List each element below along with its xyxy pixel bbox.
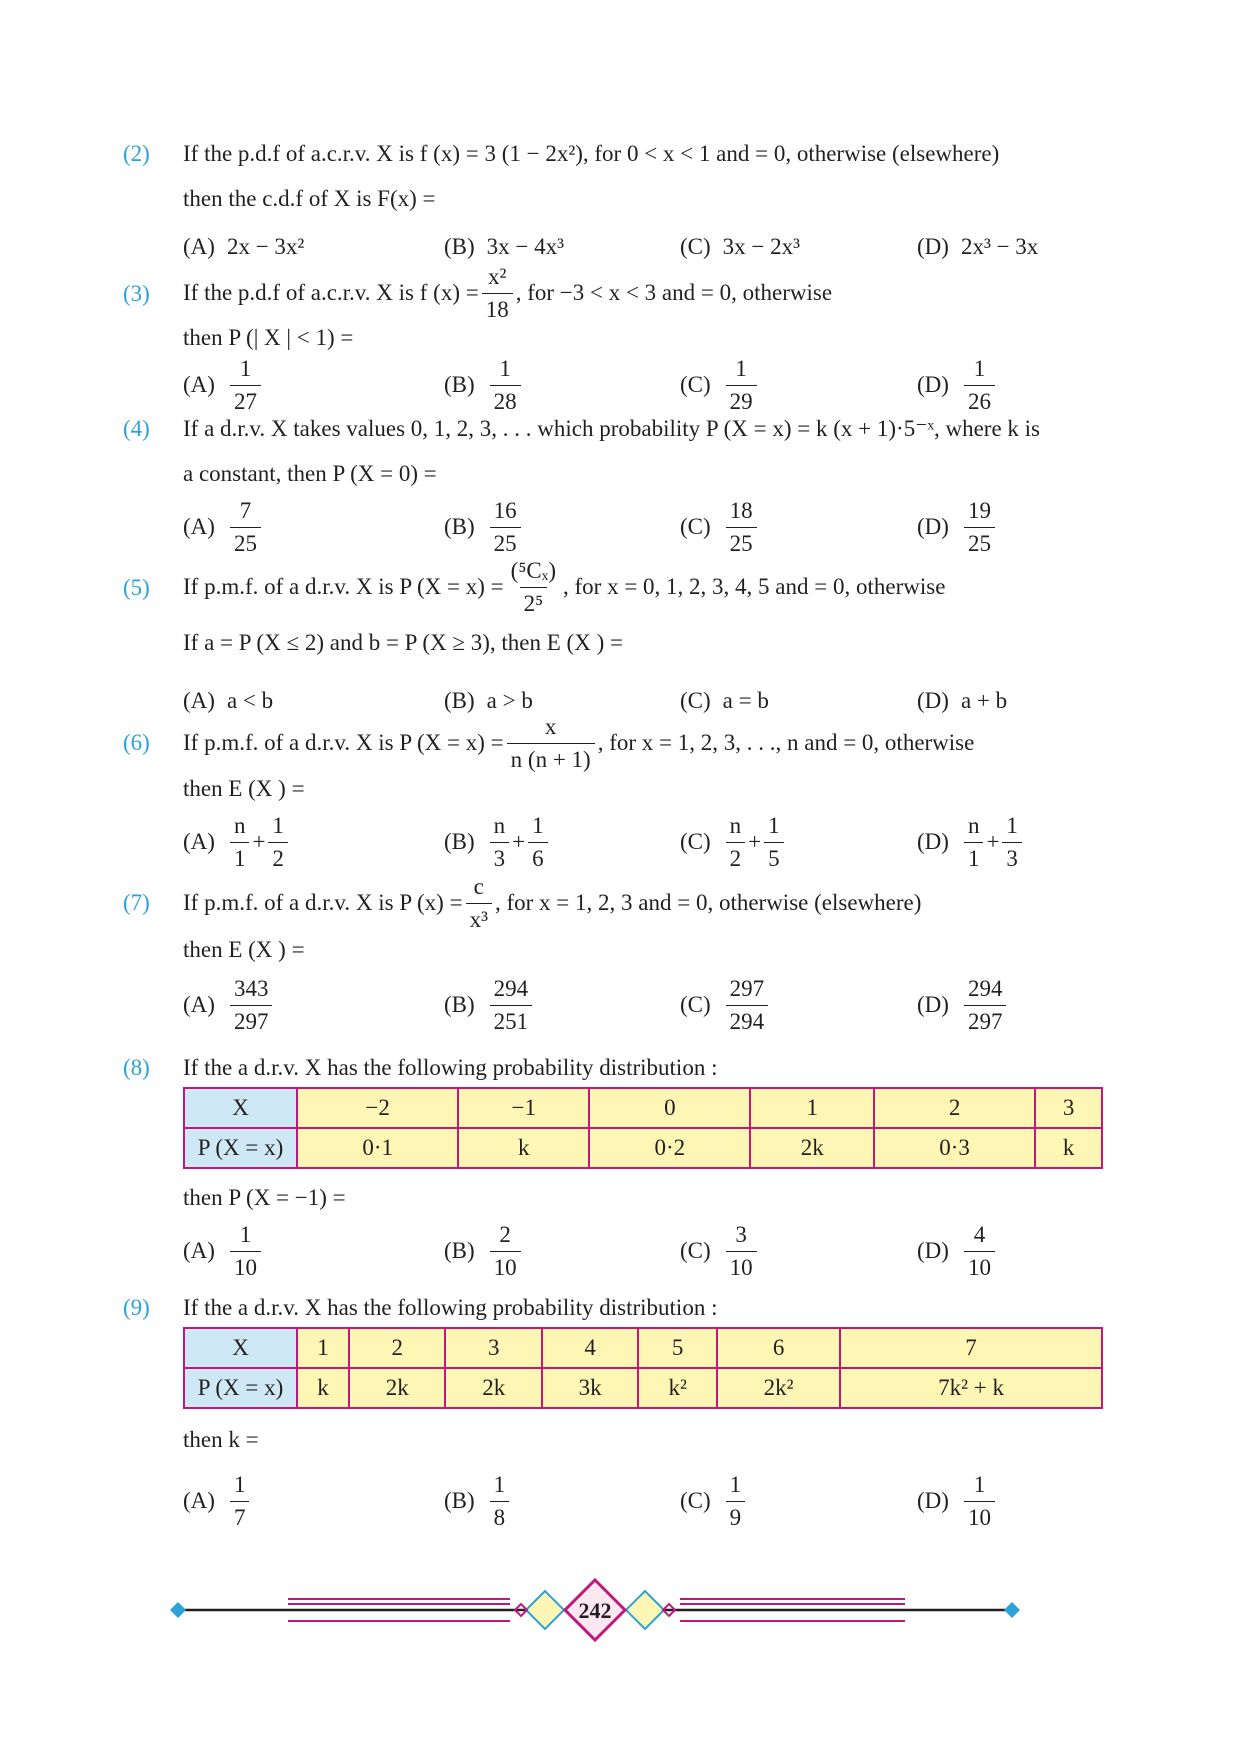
question-number: (7) (123, 890, 150, 915)
table-cell: k (458, 1128, 589, 1168)
table-cell: k² (638, 1368, 717, 1408)
option-b[interactable]: (B) a > b (444, 688, 533, 713)
table-row (184, 1128, 1102, 1168)
option-b[interactable]: (B) $\frac{16}{25}$ (444, 492, 524, 562)
question-text: a constant, then P (X = 0) = (183, 461, 437, 486)
option-d[interactable]: (D) $\frac{294}{297}$ (917, 970, 1009, 1040)
question-text: If the p.d.f of a.c.r.v. X is f (x) = $\frac{\text{x²}}{18}$ , for −3 < x < 3 and = 0, otherwise (183, 264, 833, 322)
table-cell: 0 (589, 1088, 750, 1128)
question-text: then P (X = −1) = (183, 1185, 346, 1210)
question-number: (8) (123, 1055, 150, 1080)
table-cell: 3k (542, 1368, 638, 1408)
question-text: If the a d.r.v. X has the following probability distribution : (183, 1295, 718, 1320)
option-a[interactable]: (A) 2x − 3x² (183, 234, 305, 259)
question-text: then the c.d.f of X is F(x) = (183, 186, 436, 211)
question-text: If a = P (X ≤ 2) and b = P (X ≥ 3), then E (X ) = (183, 630, 623, 655)
options-row (183, 1466, 1083, 1536)
table-row (184, 1328, 1102, 1368)
distribution-table (183, 1087, 1103, 1169)
option-a[interactable]: (A) $\frac{1}{7}$ (183, 1466, 252, 1536)
option-c[interactable]: (C) $\frac{1}{29}$ (680, 350, 760, 420)
fraction: $\frac{\text{(⁵Cₓ)}}{\text{2⁵}}$ (510, 558, 557, 616)
question-text: then P (| X | < 1) = (183, 325, 354, 350)
table-cell: 1 (750, 1088, 873, 1128)
option-a[interactable]: (A) $\frac{n}{1}$ + $\frac{1}{2}$ (183, 807, 291, 877)
option-a[interactable]: (A) $\frac{343}{297}$ (183, 970, 275, 1040)
question-text: If p.m.f. of a d.r.v. X is P (X = x) = $\frac{x}{n (n + 1)}$ , for x = 1, 2, 3, . . ., n and = 0, otherwise (183, 714, 975, 772)
table-cell: −1 (458, 1088, 589, 1128)
fraction: $\frac{x}{n (n + 1)}$ (507, 714, 595, 772)
option-d[interactable]: (D) $\frac{4}{10}$ (917, 1216, 998, 1286)
option-d[interactable]: (D) $\frac{1}{26}$ (917, 350, 998, 420)
option-c[interactable]: (C) $\frac{n}{2}$ + $\frac{1}{5}$ (680, 807, 787, 877)
table-cell: X (184, 1088, 297, 1128)
question-text: then E (X ) = (183, 776, 305, 801)
table-cell: 7 (840, 1328, 1102, 1368)
question-number: (6) (123, 730, 150, 755)
distribution-table (183, 1327, 1103, 1409)
question-text: If p.m.f. of a d.r.v. X is P (X = x) = $\frac{\text{(⁵Cₓ)}}{\text{2⁵}}$ , for x = 0, 1, 2, 3, 4, 5 and = 0, otherwise (183, 558, 946, 616)
options-row (183, 970, 1083, 1040)
table-cell: P (X = x) (184, 1128, 297, 1168)
diamond-icon (170, 1602, 186, 1618)
question-text: If the a d.r.v. X has the following probability distribution : (183, 1055, 718, 1080)
fraction: $\frac{\text{x²}}{18}$ (482, 264, 513, 322)
options-row (183, 807, 1083, 877)
option-a[interactable]: (A) a < b (183, 688, 274, 713)
diamond-icon (1004, 1602, 1020, 1618)
table-cell: 2k (349, 1368, 445, 1408)
option-c[interactable]: (C) $\frac{1}{9}$ (680, 1466, 748, 1536)
option-b[interactable]: (B) $\frac{294}{251}$ (444, 970, 535, 1040)
table-cell: −2 (297, 1088, 458, 1128)
option-d[interactable]: (D) 2x³ − 3x (917, 234, 1039, 259)
question-number: (9) (123, 1295, 150, 1320)
option-a[interactable]: (A) $\frac{1}{27}$ (183, 350, 264, 420)
table-cell: 1 (297, 1328, 349, 1368)
question-text: If the p.d.f of a.c.r.v. X is f (x) = 3 (1 − 2x²), for 0 < x < 1 and = 0, otherwise (elsewhere) (183, 141, 1000, 166)
table-cell: 0·1 (297, 1128, 458, 1168)
option-b[interactable]: (B) 3x − 4x³ (444, 234, 565, 259)
table-cell: 2k² (717, 1368, 840, 1408)
table-cell: 2 (349, 1328, 445, 1368)
question-number: (4) (123, 416, 150, 441)
table-cell: k (1035, 1128, 1102, 1168)
table-cell: 0·3 (874, 1128, 1035, 1168)
option-a[interactable]: (A) $\frac{1}{10}$ (183, 1216, 264, 1286)
option-b[interactable]: (B) $\frac{n}{3}$ + $\frac{1}{6}$ (444, 807, 551, 877)
question-text: then k = (183, 1427, 259, 1452)
option-b[interactable]: (B) $\frac{1}{8}$ (444, 1466, 512, 1536)
question-number: (2) (123, 141, 150, 166)
footer-ornament (170, 1575, 1020, 1645)
table-row (184, 1368, 1102, 1408)
option-c[interactable]: (C) 3x − 2x³ (680, 234, 801, 259)
option-b[interactable]: (B) $\frac{1}{28}$ (444, 350, 524, 420)
option-d[interactable]: (D) $\frac{19}{25}$ (917, 492, 998, 562)
table-cell: 7k² + k (840, 1368, 1102, 1408)
option-c[interactable]: (C) $\frac{18}{25}$ (680, 492, 760, 562)
table-cell: k (297, 1368, 349, 1408)
table-cell: 5 (638, 1328, 717, 1368)
option-d[interactable]: (D) a + b (917, 688, 1008, 713)
table-cell: 4 (542, 1328, 638, 1368)
page-footer (170, 1575, 1020, 1645)
table-cell: 2k (445, 1368, 541, 1408)
option-b[interactable]: (B) $\frac{2}{10}$ (444, 1216, 524, 1286)
option-c[interactable]: (C) $\frac{3}{10}$ (680, 1216, 760, 1286)
option-a[interactable]: (A) $\frac{7}{25}$ (183, 492, 264, 562)
table-cell: 2k (750, 1128, 873, 1168)
question-number: (5) (123, 575, 150, 600)
table-cell: X (184, 1328, 297, 1368)
question-text: then E (X ) = (183, 937, 305, 962)
option-c[interactable]: (C) $\frac{297}{294}$ (680, 970, 771, 1040)
table-cell: 2 (874, 1088, 1035, 1128)
page-number: 242 (578, 1598, 612, 1623)
question-text: If p.m.f. of a d.r.v. X is P (x) = $\frac{c}{\text{x³}}$ , for x = 1, 2, 3 and = 0, otherwise (elsewhere) (183, 874, 922, 932)
options-row (183, 1216, 1083, 1286)
table-cell: P (X = x) (184, 1368, 297, 1408)
table-cell: 3 (445, 1328, 541, 1368)
question-number: (3) (123, 281, 150, 306)
option-d[interactable]: (D) $\frac{1}{10}$ (917, 1466, 998, 1536)
table-cell: 3 (1035, 1088, 1102, 1128)
table-row (184, 1088, 1102, 1128)
option-d[interactable]: (D) $\frac{n}{1}$ + $\frac{1}{3}$ (917, 807, 1025, 877)
options-row (183, 350, 1083, 420)
fraction: $\frac{c}{\text{x³}}$ (466, 874, 492, 932)
table-cell: 6 (717, 1328, 840, 1368)
option-c[interactable]: (C) a = b (680, 688, 769, 713)
table-cell: 0·2 (589, 1128, 750, 1168)
question-text: If a d.r.v. X takes values 0, 1, 2, 3, . . . which probability P (X = x) = k (x + 1)·5⁻ˣ, where k is (183, 416, 1041, 441)
